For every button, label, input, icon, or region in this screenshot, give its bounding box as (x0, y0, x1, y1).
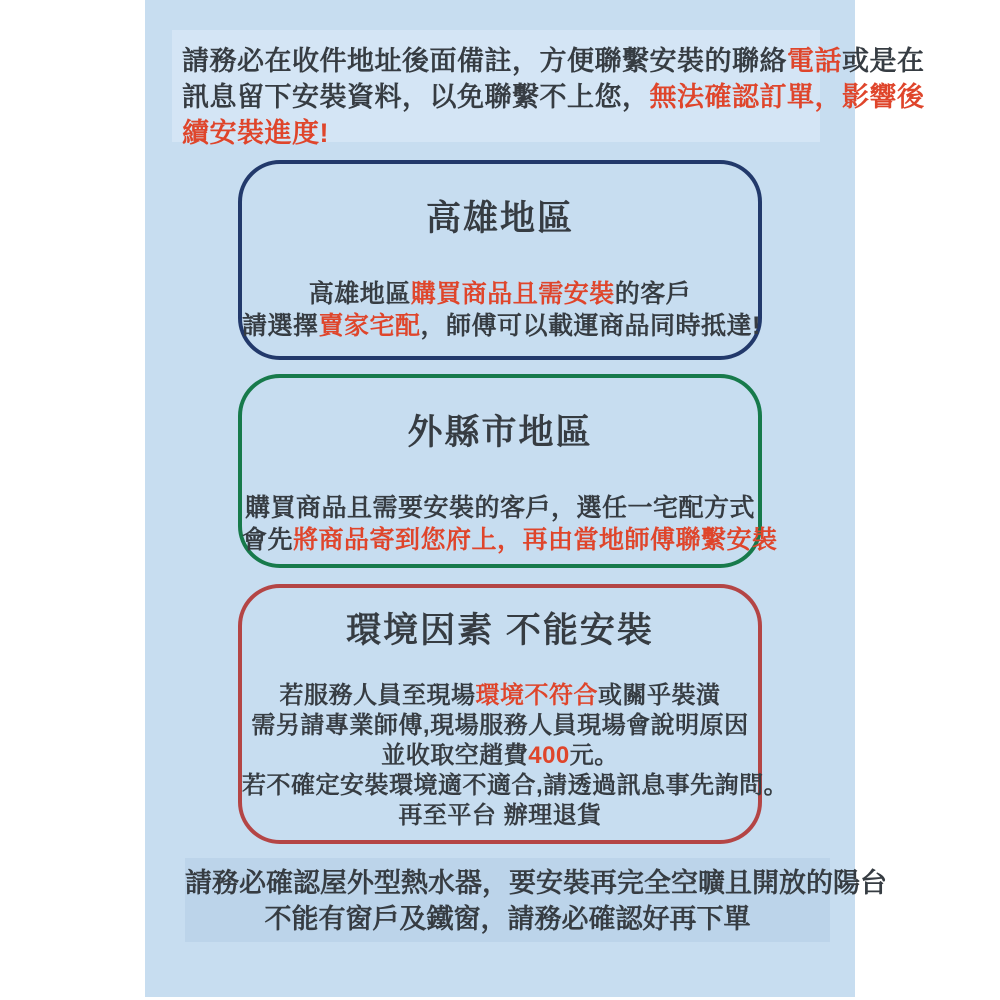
kaohsiung-area-box (238, 160, 762, 360)
text-segment: 賣家宅配 (318, 312, 421, 340)
notice-line (242, 741, 758, 771)
notice-line (242, 310, 761, 342)
text-segment: 若服務人員至現場 (279, 682, 476, 709)
text-segment: 並收取空趙費 (381, 742, 529, 769)
text-segment: 的客戶 (614, 280, 692, 308)
text-segment: 會先 (242, 526, 294, 554)
text-segment: 請務必在收件地址後面備註，方便聯繫安裝的聯絡 (182, 46, 787, 76)
outdoor-heater-note-line (185, 901, 830, 937)
outer-county-area-box (238, 374, 778, 568)
outdoor-heater-note-line (185, 865, 887, 901)
text-segment: 高雄地區 (308, 280, 411, 308)
contact-note-line (182, 43, 925, 79)
text-segment: 若不確定安裝環境適不適合,請透過訊息事先詢問。 (242, 772, 789, 799)
text-segment: 環境不符合 (475, 682, 598, 709)
contact-note-line (182, 115, 810, 151)
text-segment: 400 (528, 742, 570, 769)
notice-line (242, 771, 789, 801)
blue-panel (145, 0, 925, 997)
text-segment: 電話 (787, 46, 842, 76)
notice-line (242, 681, 758, 711)
outer-county-area-body (242, 492, 778, 556)
notice-line (242, 524, 778, 556)
text-segment: 訊息留下安裝資料，以免聯繫不上您， (182, 82, 650, 112)
text-segment: 購買商品且需安裝 (410, 280, 615, 308)
kaohsiung-area-body (242, 278, 761, 342)
text-segment: 無法確認訂單，影響後 (649, 82, 925, 112)
text-segment: 元。 (569, 742, 619, 769)
text-segment: 將商品寄到您府上，再由當地師傅聯繫安裝 (293, 526, 778, 554)
text-segment: 或是在 (842, 46, 925, 76)
outer-county-area-title: 外縣市地區 (407, 413, 593, 452)
notice-line (242, 801, 758, 831)
text-segment: 購買商品且需要安裝的客戶，選任一宅配方式 (244, 494, 755, 522)
text-segment: 請務必確認屋外型熱水器，要安裝再完全空曠且開放的陽台 (185, 868, 887, 898)
text-segment: 續安裝進度! (182, 118, 329, 148)
notice-line (242, 492, 758, 524)
environment-cannot-install-box (238, 584, 789, 844)
text-segment: ，師傅可以載運商品同時抵達! (420, 312, 761, 340)
notice-line (242, 711, 758, 741)
text-segment: 不能有窗戶及鐵窗，請務必確認好再下單 (264, 904, 751, 934)
notice-line (242, 278, 758, 310)
text-segment: 再至平台 辦理退貨 (398, 802, 602, 829)
text-segment: 或關乎裝潢 (598, 682, 721, 709)
environment-box-body (242, 681, 789, 831)
text-segment: 請選擇 (242, 312, 319, 340)
contact-note-line (182, 79, 925, 115)
kaohsiung-area-title: 高雄地區 (425, 199, 574, 238)
outdoor-heater-note (185, 858, 887, 942)
contact-note (172, 30, 925, 148)
text-segment: 需另請專業師傅,現場服務人員現場會說明原因 (251, 712, 749, 739)
environment-box-title: 環境因素 不能安裝 (346, 611, 654, 650)
